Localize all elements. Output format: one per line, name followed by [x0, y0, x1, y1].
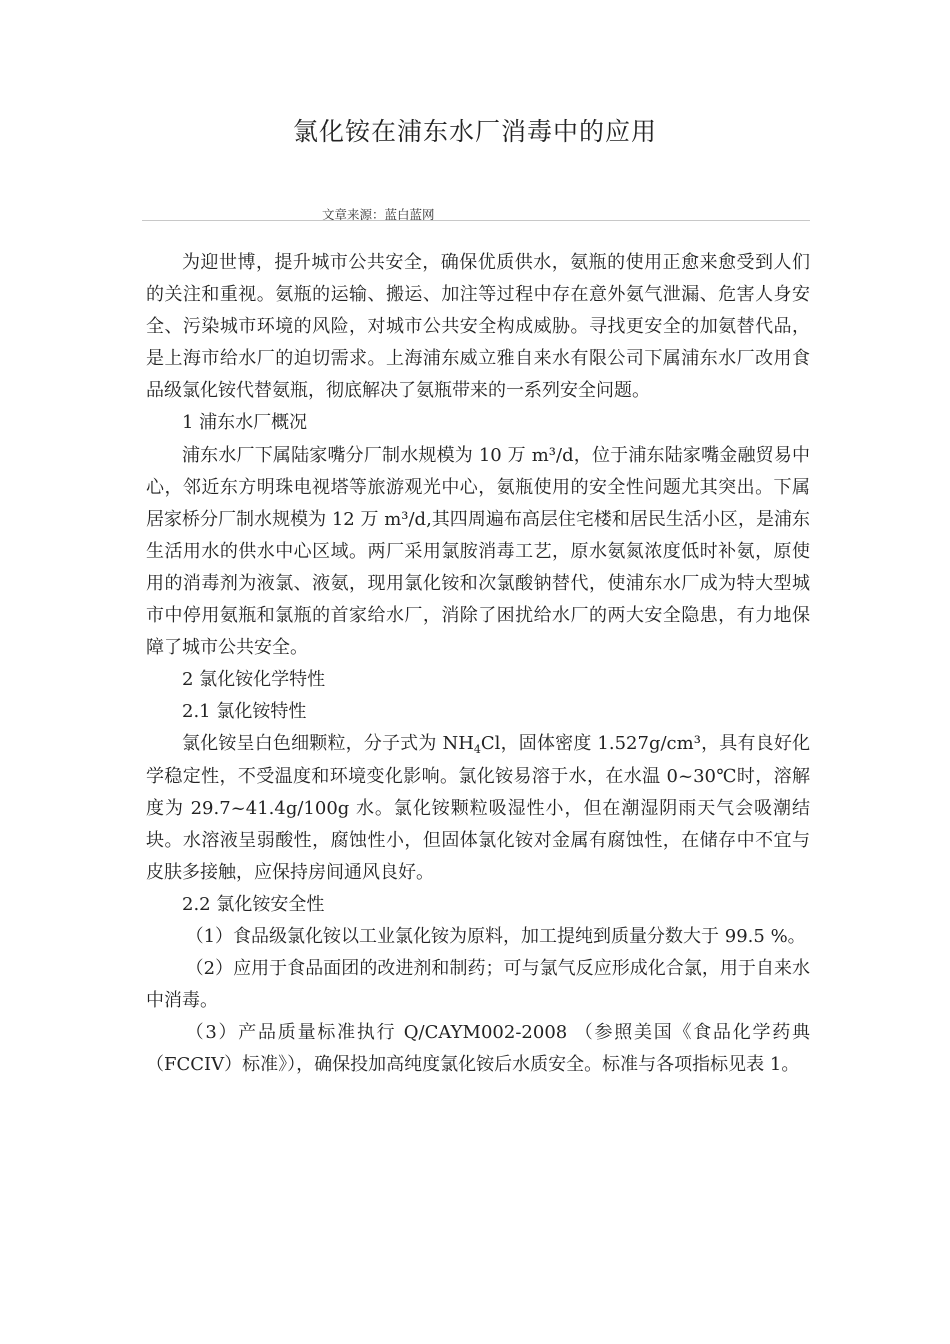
- list-item-2: （2）应用于食品面团的改进剂和制药；可与氯气反应形成化合氯，用于自来水中消毒。: [146, 958, 810, 1012]
- subsection-heading-2-1: 2.1 氯化铵特性: [182, 701, 307, 723]
- paragraph-section-1: 浦东水厂下属陆家嘴分厂制水规模为 10 万 m³/d，位于浦东陆家嘴金融贸易中心，邻近东方明珠电视塔等旅游观光中心，氨瓶使用的安全性问题尤其突出。下属居家桥分厂制水规模为 12 万 m³/d,其四周遍布高层住宅楼和居民生活小区，是浦东生活用水的供水中心区域。两厂采用氯胺消毒工艺，原水氨氮浓度低时补氨，原使用的消毒剂为液氯、液氨，现用氯化铵和次氯酸钠替代，使浦东水厂成为特大型城市中停用氨瓶和氯瓶的首家给水厂，消除了困扰给水厂的两大安全隐患，有力地保障了城市公共安全。: [146, 444, 810, 659]
- formula-text-before: 氯化铵呈白色细颗粒，分子式为 NH: [182, 733, 474, 755]
- list-item-1: （1）食品级氯化铵以工业氯化铵为原料，加工提纯到质量分数大于 99.5 %。: [185, 925, 806, 947]
- divider: [142, 220, 810, 221]
- article-title: 氯化铵在浦东水厂消毒中的应用: [292, 117, 657, 146]
- section-heading-1: 1 浦东水厂概况: [182, 412, 308, 434]
- formula-text-after: Cl，固体密度 1.527g/cm³，具有良好化学稳定性，不受温度和环境变化影响。氯化铵易溶于水，在水温 0~30℃时，溶解度为 29.7~41.4g/100g 水。氯化铵颗粒吸湿性小，但在潮湿阴雨天气会吸潮结块。水溶液呈弱酸性，腐蚀性小，但固体氯化铵对金属有腐蚀性，在储存中不宜与皮肤多接触，应保持房间通风良好。: [146, 733, 811, 883]
- paragraph-section-2-1: [146, 728, 810, 888]
- list-item-3: （3）产品质量标准执行 Q/CAYM002-2008 （参照美国《食品化学药典（FCCIV）标准》），确保投加高纯度氯化铵后水质安全。标准与各项指标见表 1。: [146, 1022, 810, 1076]
- section-heading-2: 2 氯化铵化学特性: [182, 669, 326, 691]
- paragraph-intro: 为迎世博，提升城市公共安全，确保优质供水，氨瓶的使用正愈来愈受到人们的关注和重视。氨瓶的运输、搬运、加注等过程中存在意外氨气泄漏、危害人身安全、污染城市环境的风险，对城市公共安全构成威胁。寻找更安全的加氨替代品，是上海市给水厂的迫切需求。上海浦东威立雅自来水有限公司下属浦东水厂改用食品级氯化铵代替氨瓶，彻底解决了氨瓶带来的一系列安全问题。: [146, 252, 810, 402]
- article-source: 文章来源：蓝白蓝网: [322, 207, 435, 222]
- article-body: [146, 247, 810, 1081]
- formula-subscript: 4: [473, 743, 481, 757]
- subsection-heading-2-2: 2.2 氯化铵安全性: [182, 893, 325, 915]
